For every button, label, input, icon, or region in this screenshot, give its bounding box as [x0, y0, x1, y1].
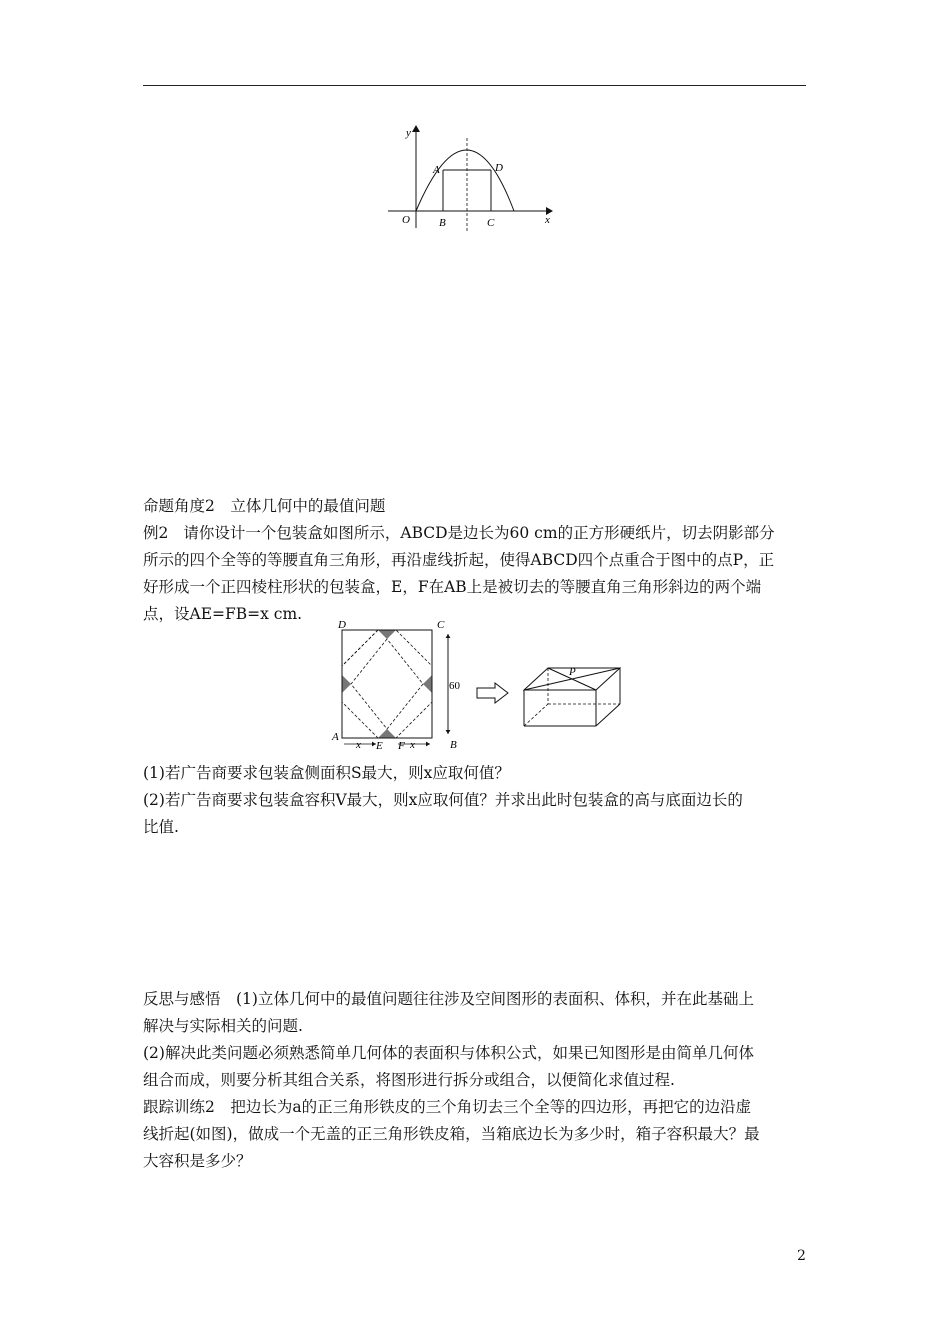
reflection-line-1: 反思与感悟 (1)立体几何中的最值问题往往涉及空间图形的表面积、体积，并在此基础上 [143, 990, 754, 1008]
parabola-rectangle-figure [380, 120, 565, 235]
question-1: (1)若广告商要求包装盒侧面积S最大，则x应取何值？ [143, 764, 510, 782]
label-D: D [338, 619, 346, 631]
square-sheet [342, 630, 432, 738]
label-A: A [332, 731, 339, 743]
exercise-line-3: 大容积是多少？ [143, 1152, 252, 1170]
reflection-block [143, 986, 807, 1175]
section-title: 命题角度2 立体几何中的最值问题 [143, 497, 386, 515]
label-x-left: x [356, 739, 361, 751]
label-B: B [439, 217, 446, 229]
label-x-right: x [410, 739, 415, 751]
label-C: C [437, 619, 445, 631]
example-2-line-4: 点，设AE=FB=x cm. [143, 605, 303, 623]
questions [143, 760, 807, 841]
reflection-line-4: 组合而成，则要分析其组合关系，将图形进行拆分或组合，以便简化求值过程. [143, 1071, 675, 1089]
label-60: 60 [449, 680, 460, 692]
label-F: F [398, 740, 405, 752]
example-2-line-1: 例2 请你设计一个包装盒如图所示，ABCD是边长为60 cm的正方形硬纸片，切去阴影部分 [143, 524, 775, 542]
example-2-line-2: 所示的四个全等的等腰直角三角形，再沿虚线折起，使得ABCD四个点重合于图中的点P，正 [143, 551, 775, 569]
exercise-line-1: 跟踪训练2 把边长为a的正三角形铁皮的三个角切去三个全等的四边形，再把它的边沿虚 [143, 1098, 752, 1116]
reflection-line-2: 解决与实际相关的问题. [143, 1017, 303, 1035]
fold-lines [342, 630, 432, 738]
label-A: A [433, 164, 440, 176]
packaging-box-figure [330, 618, 640, 754]
page-number: 2 [797, 1248, 806, 1264]
label-E: E [376, 740, 383, 752]
label-D: D [495, 162, 503, 174]
example-2-line-3: 好形成一个正四棱柱形状的包装盒，E，F在AB上是被切去的等腰直角三角形斜边的两个端 [143, 578, 762, 596]
label-origin: O [402, 214, 410, 226]
transform-arrow [477, 683, 508, 703]
cut-triangle-top [378, 630, 396, 639]
example-2 [143, 520, 807, 628]
header-rule [143, 85, 806, 86]
question-2: (2)若广告商要求包装盒容积V最大，则x应取何值？并求出此时包装盒的高与底面边长的 [143, 791, 743, 809]
cut-triangle-bottom [378, 729, 396, 738]
label-B: B [450, 739, 457, 751]
label-C: C [487, 217, 495, 229]
cut-triangle-left [342, 675, 351, 693]
label-P: P [569, 666, 576, 678]
label-x: x [545, 214, 550, 226]
exercise-line-2: 线折起(如图)，做成一个无盖的正三角形铁皮箱，当箱底边长为多少时，箱子容积最大？最 [143, 1125, 760, 1143]
reflection-line-3: (2)解决此类问题必须熟悉简单几何体的表面积与体积公式，如果已知图形是由简单几何体 [143, 1044, 754, 1062]
label-y: y [406, 127, 411, 139]
question-2-cont: 比值. [143, 818, 179, 836]
cut-triangle-right [423, 675, 432, 693]
parabola-curve [416, 150, 514, 211]
